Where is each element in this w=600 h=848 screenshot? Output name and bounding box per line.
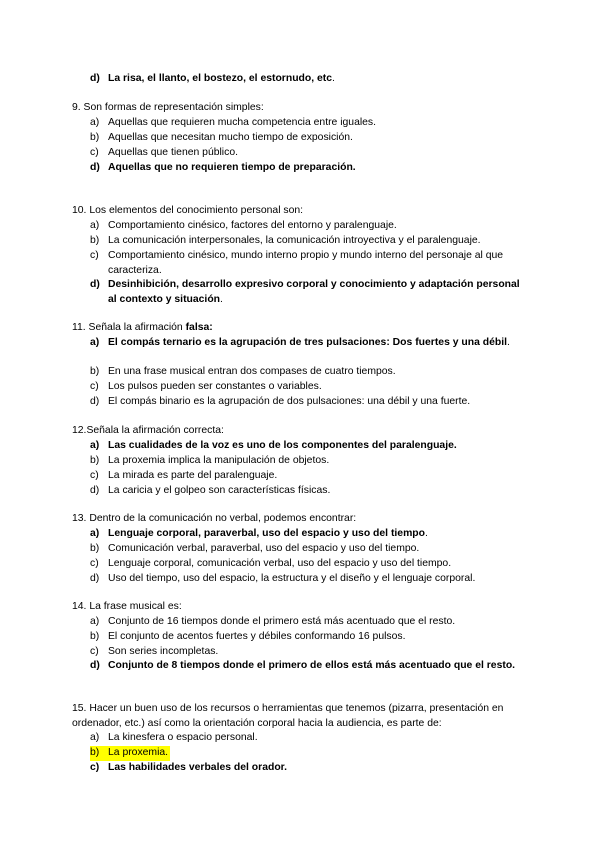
option-body: Comportamiento cinésico, factores del entorno y paralenguaje. (108, 220, 397, 231)
option-body: La comunicación interpersonales, la comunicación introyectiva y el paralenguaje. (108, 235, 481, 246)
option-body: Aquellas que requieren mucha competencia entre iguales. (108, 117, 377, 128)
option-body: Las cualidades de la voz es uno de los componentes del paralenguaje. (108, 440, 457, 451)
option-letter: c) (90, 470, 99, 481)
option-text (108, 249, 520, 278)
option-body: En una frase musical entran dos compases de cuatro tiempos. (108, 366, 396, 377)
option-body: Conjunto de 16 tiempos donde el primero está más acentuado que el resto. (108, 616, 456, 627)
answer-option (90, 336, 520, 351)
option-text (108, 542, 520, 557)
option-text (108, 116, 520, 131)
option-body: Lenguaje corporal, paraverbal, uso del espacio y uso del tiempo (108, 528, 426, 539)
answer-option (90, 131, 520, 146)
option-text (108, 336, 520, 351)
option-text (108, 131, 520, 146)
answer-option (90, 278, 520, 307)
option-letter: d) (90, 162, 100, 173)
answer-option (90, 731, 520, 746)
option-text (108, 72, 520, 87)
option-text (108, 469, 520, 484)
question-stem: 14. La frase musical es: (72, 601, 182, 612)
option-body: Comunicación verbal, paraverbal, uso del espacio y uso del tiempo. (108, 543, 420, 554)
option-letter: d) (90, 660, 100, 671)
question-stem: 10. Los elementos del conocimiento personal son: (72, 205, 304, 216)
option-text (108, 527, 520, 542)
option-text (108, 484, 520, 499)
option-letter: a) (90, 337, 100, 348)
option-letter: b) (90, 631, 100, 642)
question-stem: 9. Son formas de representación simples: (72, 102, 264, 113)
answer-option (90, 249, 520, 278)
option-text (108, 395, 520, 410)
option-text (108, 278, 520, 307)
option-text (108, 439, 520, 454)
answer-option (90, 454, 520, 469)
option-suffix: . (220, 293, 223, 305)
answer-option (90, 234, 520, 249)
answer-option (90, 630, 520, 645)
option-letter: a) (90, 440, 100, 451)
option-letter: d) (90, 279, 100, 290)
option-letter: c) (90, 646, 99, 657)
answer-option (90, 484, 520, 499)
option-text (108, 557, 520, 572)
answer-option (90, 116, 520, 131)
option-body: Aquellas que necesitan mucho tiempo de exposición. (108, 132, 353, 143)
answer-option (90, 395, 520, 410)
option-body: La risa, el llanto, el bostezo, el estornudo, etc (108, 73, 333, 84)
question-stem: 15. Hacer un buen uso de los recursos o herramientas que tenemos (pizarra, presentación en ordenador, etc.) así como la orientación corporal hacia la audiencia, es parte de: (72, 703, 504, 729)
answer-option (90, 572, 520, 587)
option-body: Las habilidades verbales del orador. (108, 762, 288, 773)
option-body: La mirada es parte del paralenguaje. (108, 470, 278, 481)
answer-option (90, 469, 520, 484)
answer-option (90, 761, 520, 776)
answer-option (90, 161, 520, 176)
option-suffix: . (507, 337, 510, 348)
option-letter: b) (90, 132, 100, 143)
question-stem-emphasis: falsa: (185, 322, 213, 333)
option-body: Aquellas que no requieren tiempo de preparación. (108, 162, 356, 173)
option-body: Aquellas que tienen público. (108, 147, 238, 158)
answer-option (90, 439, 520, 454)
option-text (108, 146, 520, 161)
option-letter: b) (90, 455, 100, 466)
answer-option (90, 380, 520, 395)
option-letter: b) (90, 366, 100, 377)
question-stem: 13. Dentro de la comunicación no verbal, podemos encontrar: (72, 513, 357, 524)
option-body: Conjunto de 8 tiempos donde el primero de ellos está más acentuado que el resto. (108, 660, 516, 671)
option-body: Los pulsos pueden ser constantes o variables. (108, 381, 322, 392)
option-letter: d) (90, 485, 100, 496)
option-letter: a) (90, 117, 100, 128)
answer-option (90, 615, 520, 630)
answer-option (90, 72, 520, 87)
option-letter: b) (90, 543, 100, 554)
option-body: Desinhibición, desarrollo expresivo corporal y conocimiento y adaptación personal al contexto y situación (108, 279, 520, 305)
option-text (108, 365, 520, 380)
option-letter: a) (90, 616, 100, 627)
option-letter: c) (90, 558, 99, 569)
option-text (108, 380, 520, 395)
answer-option-highlighted (90, 746, 520, 761)
option-text (108, 454, 520, 469)
option-body: El compás binario es la agrupación de dos pulsaciones: una débil y una fuerte. (108, 396, 471, 407)
answer-option (90, 527, 520, 542)
answer-option (90, 365, 520, 380)
option-letter: d) (90, 73, 100, 84)
option-letter: a) (90, 220, 100, 231)
option-letter: b) (90, 235, 100, 246)
question-stem-text: 11. Señala la afirmación (72, 322, 186, 333)
option-text (108, 746, 170, 761)
answer-option (90, 659, 520, 674)
option-letter: d) (90, 396, 100, 407)
option-body: El conjunto de acentos fuertes y débiles conformando 16 pulsos. (108, 631, 406, 642)
option-suffix: . (332, 73, 335, 84)
question-stem: 12.Señala la afirmación correcta: (72, 425, 224, 436)
option-body: La proxemia implica la manipulación de objetos. (108, 455, 330, 466)
option-text (108, 219, 520, 234)
option-letter: d) (90, 573, 100, 584)
option-text (108, 615, 520, 630)
option-text (108, 572, 520, 587)
option-letter: c) (90, 381, 99, 392)
option-text (108, 161, 520, 176)
option-text (108, 659, 520, 674)
option-letter: c) (90, 147, 99, 158)
answer-option (90, 557, 520, 572)
option-body: La proxemia. (108, 747, 169, 758)
option-body: Lenguaje corporal, comunicación verbal, uso del espacio y uso del tiempo. (108, 558, 452, 569)
option-letter: b) (90, 746, 108, 761)
answer-option (90, 542, 520, 557)
option-text (108, 645, 520, 660)
option-text (108, 731, 520, 746)
option-letter: c) (90, 250, 99, 261)
option-text (108, 630, 520, 645)
answer-option (90, 146, 520, 161)
option-letter: a) (90, 732, 100, 743)
option-body: Uso del tiempo, uso del espacio, la estructura y el diseño y el lenguaje corporal. (108, 573, 476, 584)
option-body: Son series incompletas. (108, 646, 219, 657)
option-text (108, 761, 520, 776)
option-body: Comportamiento cinésico, mundo interno propio y mundo interno del personaje al que caracteriza. (108, 250, 504, 276)
option-body: La kinesfera o espacio personal. (108, 732, 258, 743)
option-text (108, 234, 520, 249)
option-body: La caricia y el golpeo son características físicas. (108, 485, 331, 496)
answer-option (90, 645, 520, 660)
option-letter: a) (90, 528, 100, 539)
option-suffix: . (425, 528, 428, 539)
option-body: El compás ternario es la agrupación de tres pulsaciones: Dos fuertes y una débil (108, 337, 508, 348)
option-letter: c) (90, 762, 100, 773)
answer-option (90, 219, 520, 234)
question-stem (72, 321, 532, 336)
